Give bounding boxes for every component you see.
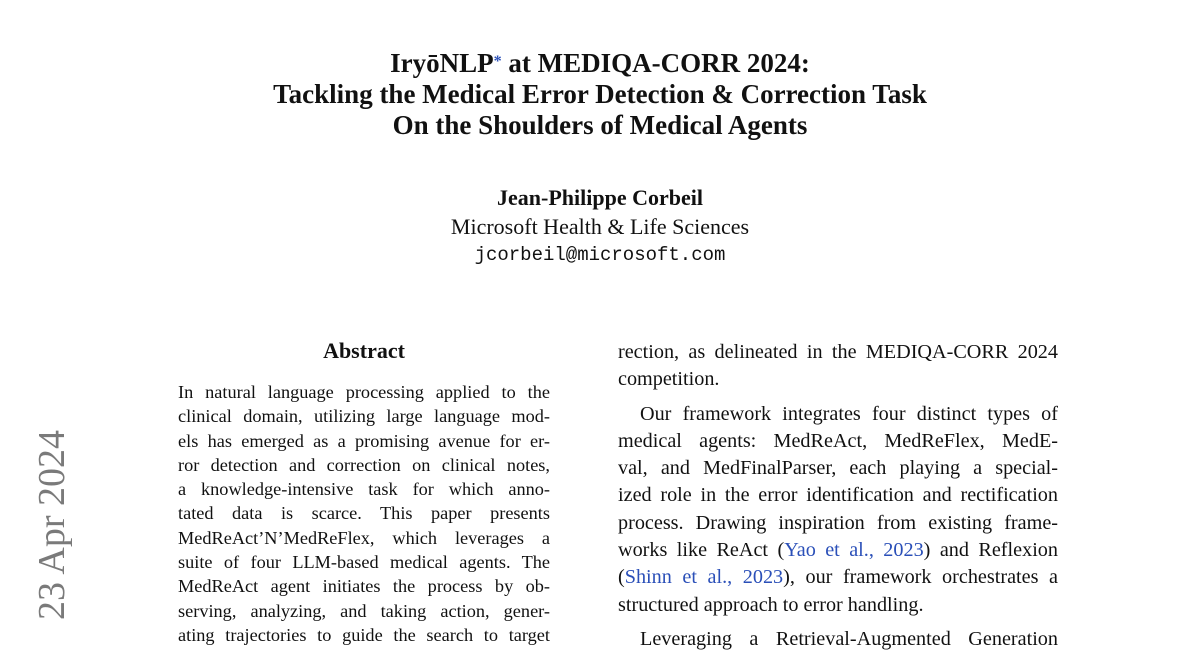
body-line: works like ReAct (Yao et al., 2023) and Reflexion bbox=[618, 539, 1058, 562]
body-line: Leveraging a Retrieval-Augmented Generation bbox=[640, 627, 1058, 650]
body-line: ized role in the error identification and rectification bbox=[618, 484, 1058, 507]
abstract-line: els has emerged as a promising avenue for er- bbox=[178, 430, 550, 451]
abstract-line: serving, analyzing, and taking action, gener- bbox=[178, 600, 550, 621]
abstract-line: a knowledge-intensive task for which anno- bbox=[178, 479, 550, 500]
title-system-name: IryōNLP bbox=[390, 48, 494, 78]
abstract-line: In natural language processing applied to the bbox=[178, 382, 550, 402]
abstract-line: ror detection and correction on clinical notes, bbox=[178, 454, 550, 475]
title-event: at MEDIQA-CORR 2024: bbox=[501, 48, 810, 78]
title-line-1 bbox=[0, 48, 1200, 79]
abstract-heading: Abstract bbox=[323, 338, 405, 363]
citation-shinn-2023-link[interactable]: Shinn et al., 2023 bbox=[624, 566, 784, 589]
abstract-line: MedReAct’N’MedReFlex, which leverages a bbox=[178, 527, 550, 548]
body-line: structured approach to error handling. bbox=[618, 593, 924, 616]
abstract-line: clinical domain, utilizing large language mod- bbox=[178, 406, 550, 427]
body-line: competition. bbox=[618, 368, 720, 391]
abstract-line: tated data is scarce. This paper presents bbox=[178, 503, 550, 524]
author-email: jcorbeil@microsoft.com bbox=[474, 244, 726, 266]
footnote-star-link[interactable]: * bbox=[493, 53, 502, 70]
abstract-line: MedReAct agent initiates the process by ob- bbox=[178, 576, 550, 597]
abstract-body bbox=[178, 380, 550, 647]
abstract-line: ating trajectories to guide the search to target bbox=[178, 624, 550, 645]
body-line: rection, as delineated in the MEDIQA-CORR 2024 bbox=[618, 341, 1058, 363]
body-line: Our framework integrates four distinct types of bbox=[640, 402, 1058, 425]
body-line: process. Drawing inspiration from existing frame- bbox=[618, 511, 1058, 534]
body-line: val, and MedFinalParser, each playing a special- bbox=[618, 457, 1058, 480]
citation-yao-2023-link[interactable]: Yao et al., 2023 bbox=[784, 539, 924, 562]
paper-title bbox=[0, 48, 1200, 141]
arxiv-sidebar-stamp bbox=[22, 420, 82, 630]
body-line: medical agents: MedReAct, MedReFlex, MedE- bbox=[618, 429, 1058, 452]
title-line-3: On the Shoulders of Medical Agents bbox=[392, 110, 808, 140]
right-column-text bbox=[618, 339, 1058, 653]
body-line: (Shinn et al., 2023), our framework orchestrates a bbox=[618, 566, 1058, 589]
abstract-line: suite of four LLM-based medical agents. The bbox=[178, 552, 550, 573]
author-name: Jean-Philippe Corbeil bbox=[497, 185, 703, 210]
title-line-2: Tackling the Medical Error Detection & Correction Task bbox=[273, 79, 927, 109]
author-affiliation: Microsoft Health & Life Sciences bbox=[450, 214, 750, 239]
arxiv-date-text: 23 Apr 2024 bbox=[31, 430, 73, 620]
